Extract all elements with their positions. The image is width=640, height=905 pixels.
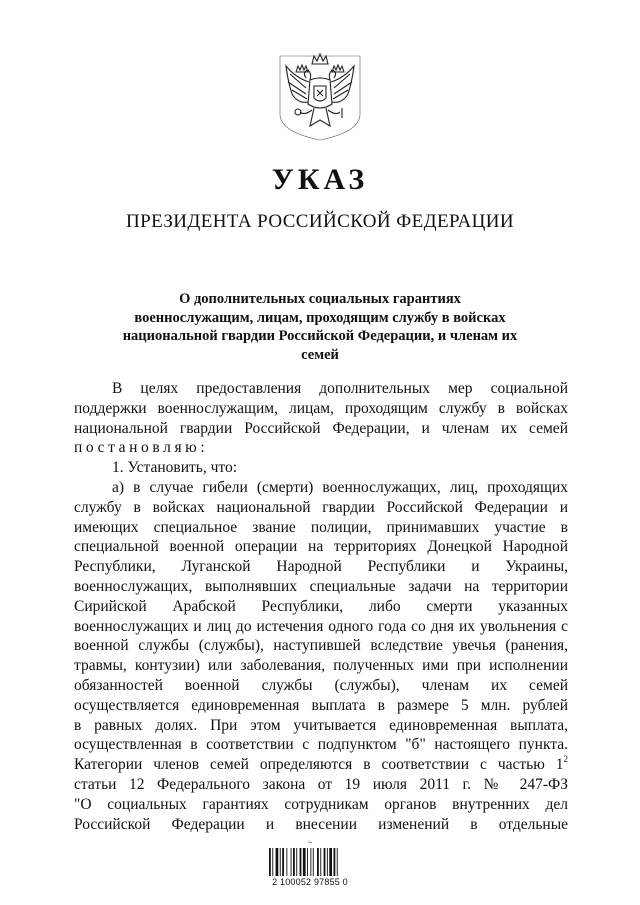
heading-line: семей bbox=[301, 346, 339, 363]
paragraph-text: Категории членов семей определяются в соответствии с частью 1 bbox=[74, 756, 564, 774]
paragraph-line: обязанностей военной службы (службы), членам их семей bbox=[74, 676, 568, 694]
paragraph-line: статьи 12 Федерального закона от 19 июля 2011 г. № 247-ФЗ bbox=[74, 775, 568, 793]
paragraph-line: имеющих специальное звание полиции, принимавших участие в bbox=[74, 518, 568, 536]
paragraph-line: специальной военной операции на территориях Донецкой Народной bbox=[74, 538, 568, 556]
decree-heading bbox=[96, 290, 544, 364]
paragraph-line: Российской Федерации и внесении изменений в отдельные bbox=[74, 815, 568, 833]
document-title: УКАЗ bbox=[271, 163, 369, 196]
paragraph-line: а) в случае гибели (смерти) военнослужащих, лиц, проходящих bbox=[112, 478, 568, 496]
superscript: 2 bbox=[563, 755, 568, 765]
paragraph-line: Сирийской Арабской Республики, либо смерти указанных bbox=[74, 597, 568, 615]
barcode bbox=[268, 838, 352, 887]
paragraph-line: военной службы (службы), наступившей вследствие увечья (ранения, bbox=[74, 637, 568, 655]
heading-line: национальной гвардии Российской Федерации, и членам их bbox=[122, 328, 518, 344]
paragraph-line: "О социальных гарантиях сотрудникам органов внутренних дел bbox=[74, 795, 568, 813]
paragraph-line: травмы, контузии) или заболевания, полученных ими при исполнении bbox=[74, 657, 568, 675]
paragraph-line-with-superscript bbox=[74, 755, 568, 775]
paragraph-line: военнослужащих, выполнявших специальные задачи на территории bbox=[74, 577, 568, 595]
item-1-heading: 1. Установить, что: bbox=[112, 459, 238, 477]
decree-body bbox=[74, 379, 568, 834]
preamble-line: поддержки военнослужащим, лицам, проходящим службу в войсках bbox=[74, 399, 568, 417]
preamble-line: национальной гвардии Российской Федерации, и членам их семей bbox=[74, 419, 568, 437]
paragraph-line: военнослужащих и лиц до истечения одного года со дня их увольнения с bbox=[74, 617, 568, 635]
coat-of-arms-emblem bbox=[276, 52, 364, 144]
document-subtitle: ПРЕЗИДЕНТА РОССИЙСКОЙ ФЕДЕРАЦИИ bbox=[126, 211, 514, 232]
paragraph-line: осуществленная в соответствии с подпунктом "б" настоящего пункта. bbox=[74, 736, 568, 754]
handwritten-mark: ~ bbox=[307, 838, 313, 847]
paragraph-line: службу в войсках национальной гвардии Российской Федерации и bbox=[74, 498, 568, 516]
paragraph-line: осуществляется единовременная выплата в размере 5 млн. рублей bbox=[74, 696, 568, 714]
preamble-line: В целях предоставления дополнительных мер социальной bbox=[112, 380, 568, 397]
barcode-bars bbox=[268, 848, 352, 876]
barcode-number: 2 100052 97855 0 bbox=[272, 877, 348, 887]
heading-line: военнослужащим, лицам, проходящим службу в войсках bbox=[134, 309, 506, 326]
paragraph-line: Республики, Луганской Народной Республики и Украины, bbox=[74, 558, 568, 576]
heading-line: О дополнительных социальных гарантиях bbox=[179, 291, 461, 307]
paragraph-line: в равных долях. При этом учитывается единовременная выплата, bbox=[74, 716, 568, 734]
decree-word: постановляю: bbox=[74, 439, 209, 457]
